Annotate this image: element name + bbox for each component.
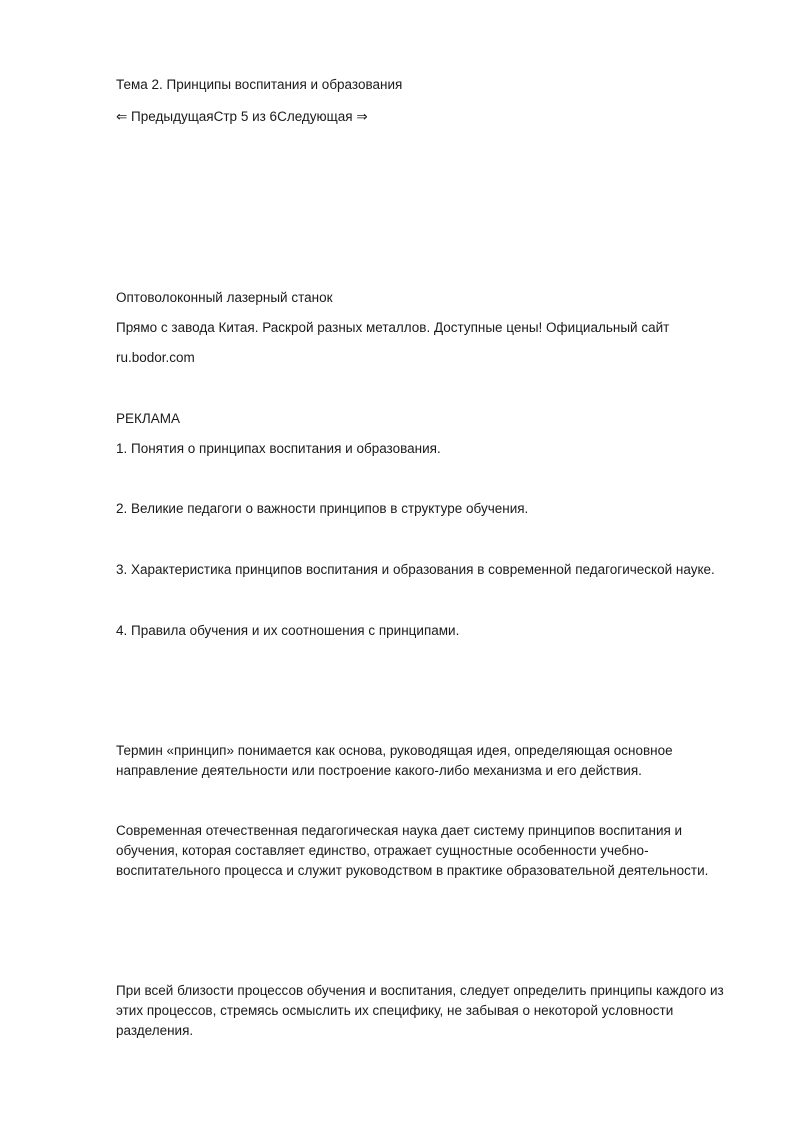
- toc-item: 1. Понятия о принципах воспитания и образования.: [116, 441, 441, 456]
- toc-item: 2. Великие педагоги о важности принципов в структуре обучения.: [116, 501, 529, 516]
- body-paragraph: При всей близости процессов обучения и воспитания, следует определить принципы каждого из этих процессов, стремясь осмыслить их специфику, не забывая о некоторой условности разделения.: [116, 983, 724, 1038]
- prev-page-link[interactable]: ⇐ Предыдущая: [116, 109, 214, 124]
- ad-label: РЕКЛАМА: [116, 411, 180, 426]
- ad-text: Прямо с завода Китая. Раскрой разных металлов. Доступные цены! Официальный сайт: [116, 320, 670, 335]
- ad-title[interactable]: Оптоволоконный лазерный станок: [116, 290, 333, 305]
- toc-item: 3. Характеристика принципов воспитания и образования в современной педагогической науке.: [116, 562, 715, 577]
- pagination-nav: [116, 107, 368, 127]
- page-indicator: Стр 5 из 6: [213, 109, 278, 124]
- body-paragraph: Термин «принцип» понимается как основа, руководящая идея, определяющая основное направление деятельности или построение какого-либо механизма и его действия.: [116, 743, 673, 778]
- ad-url[interactable]: ru.bodor.com: [116, 350, 195, 365]
- toc-item: 4. Правила обучения и их соотношения с принципами.: [116, 623, 460, 638]
- next-page-link[interactable]: Следующая ⇒: [277, 109, 368, 124]
- page-title: Тема 2. Принципы воспитания и образования: [116, 77, 403, 92]
- body-paragraph: Современная отечественная педагогическая наука дает систему принципов воспитания и обучения, которая составляет единство, отражает сущностные особенности учебно-воспитательного процесса и служит руководством в практике образовательной деятельности.: [116, 823, 709, 878]
